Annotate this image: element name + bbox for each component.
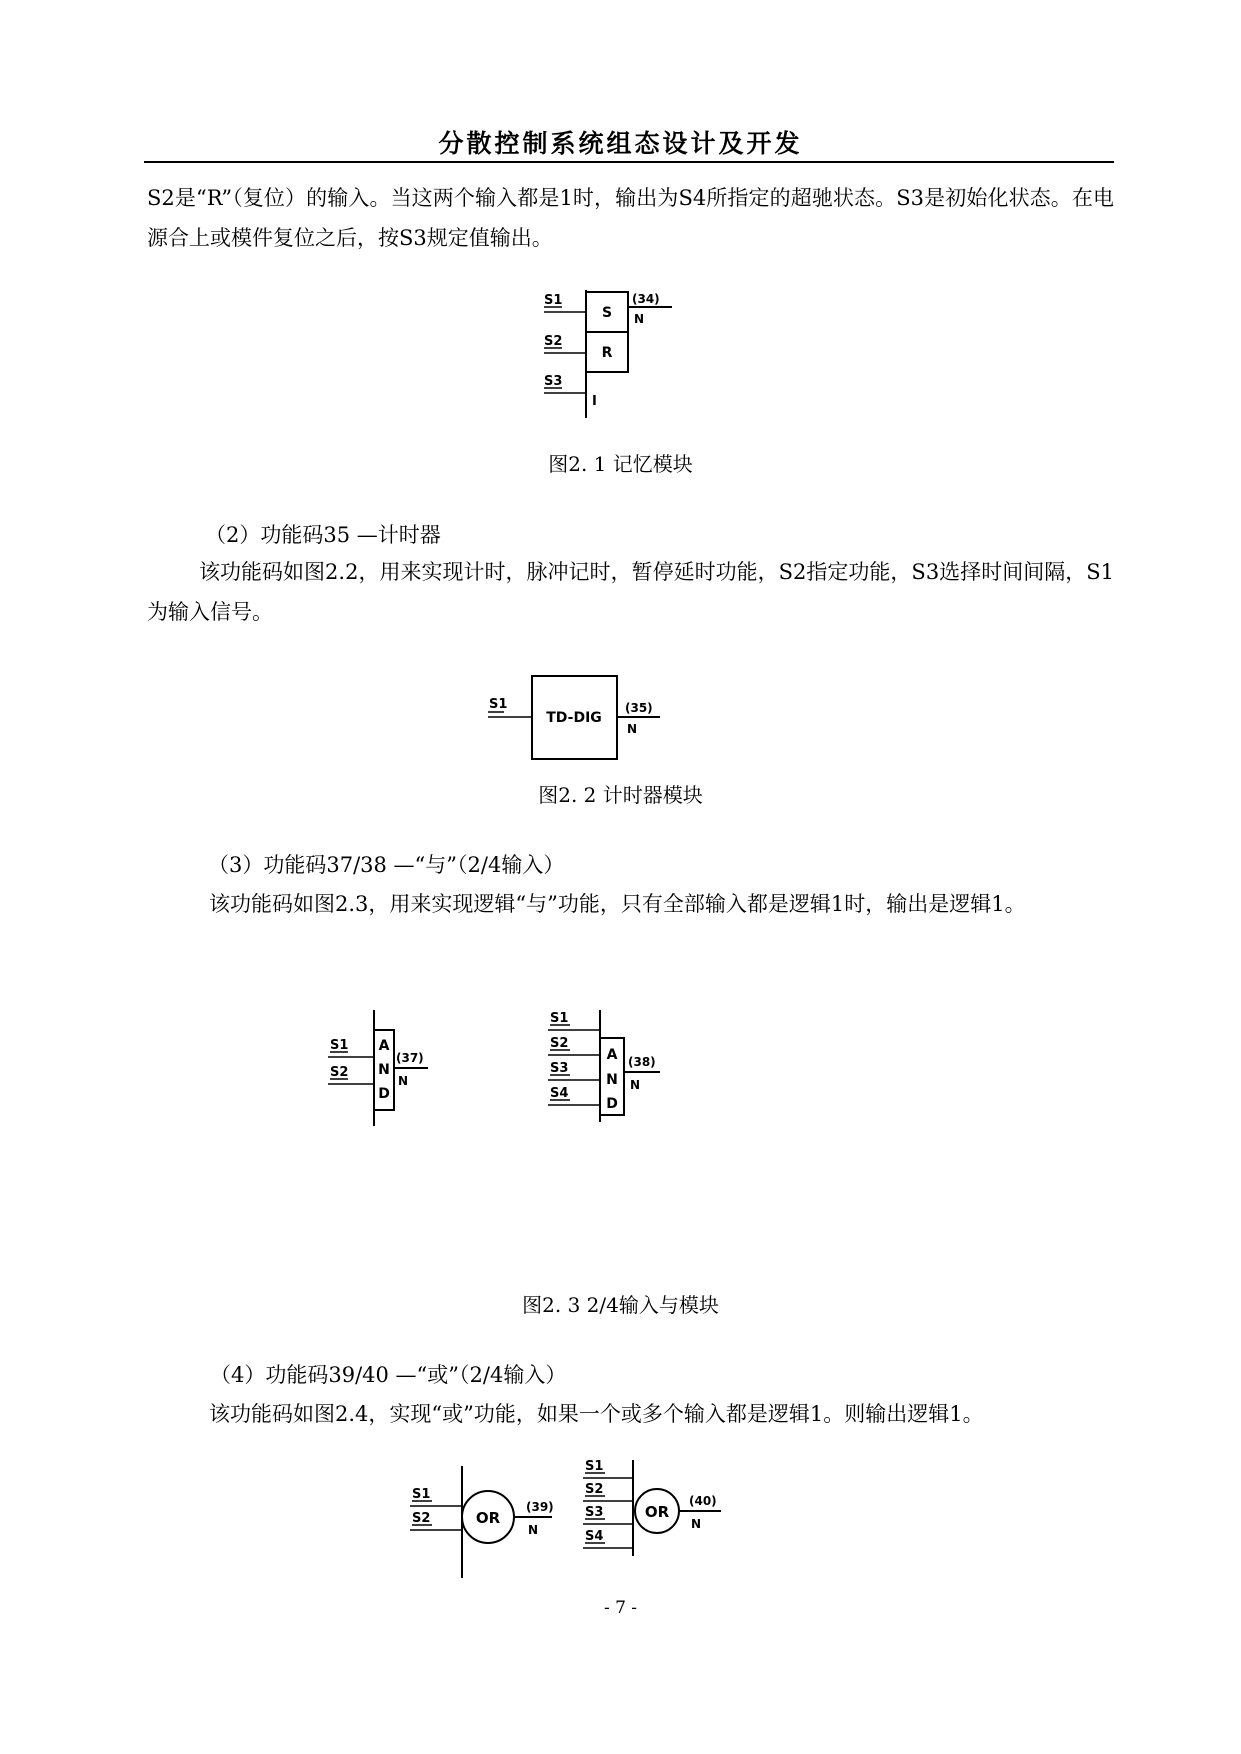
- fig3a-letter-a: A: [378, 1038, 390, 1054]
- fig1-input-s2: S2: [544, 334, 563, 349]
- section-heading-or: （4）功能码39/40 —“或”（2/4输入）: [210, 1363, 567, 1387]
- and4-module-diagram: [548, 1010, 678, 1130]
- header-rule: [144, 161, 1114, 163]
- fig1-code: (34): [632, 292, 660, 306]
- fig2-input-s1: S1: [489, 697, 508, 712]
- fig3a-out: N: [398, 1074, 409, 1088]
- fig3a-letter-n: N: [378, 1062, 390, 1078]
- fig4b-out: N: [691, 1517, 702, 1531]
- fig4a-out: N: [528, 1523, 539, 1537]
- section-heading-timer: （2）功能码35 —计时器: [205, 523, 441, 547]
- timer-module-diagram: [488, 674, 668, 764]
- fig1-input-s3: S3: [544, 374, 563, 389]
- fig3b-code: (38): [628, 1055, 656, 1069]
- and2-module-diagram: [328, 1010, 438, 1130]
- fig2-code: (35): [625, 701, 653, 715]
- paragraph-or-text: 该功能码如图2.4，实现“或”功能，如果一个或多个输入都是逻辑1。则输出逻辑1。: [209, 1402, 984, 1426]
- page-number: - 7 -: [603, 1598, 638, 1618]
- fig1-input-s1: S1: [544, 293, 563, 308]
- fig1-block-i: I: [592, 394, 597, 409]
- fig3b-input-s1: S1: [550, 1011, 569, 1026]
- running-header-title: 分散控制系统组态设计及开发: [438, 129, 803, 158]
- section-heading-and: （3）功能码37/38 —“与”（2/4输入）: [208, 853, 565, 877]
- fig4a-input-s1: S1: [412, 1487, 431, 1502]
- fig3a-input-s1: S1: [330, 1038, 349, 1053]
- memory-module-diagram: [530, 290, 700, 430]
- fig2-out: N: [627, 722, 638, 736]
- fig3b-out: N: [630, 1078, 641, 1092]
- fig3b-input-s2: S2: [550, 1036, 569, 1051]
- figure-2-2-caption: 图2. 2 计时器模块: [538, 783, 703, 807]
- figure-2-3-caption: 图2. 3 2/4输入与模块: [522, 1293, 719, 1317]
- fig1-block-s: S: [601, 305, 613, 321]
- fig4a-code: (39): [526, 1500, 554, 1514]
- fig4b-input-s2: S2: [585, 1482, 604, 1497]
- paragraph-timer-text: 该功能码如图2.2，用来实现计时，脉冲记时，暂停延时功能，S2指定功能，S3选择时间间隔，S1为输入信号。: [147, 560, 1114, 624]
- paragraph-and-text: 该功能码如图2.3，用来实现逻辑“与”功能，只有全部输入都是逻辑1时，输出是逻辑1。: [209, 892, 1026, 916]
- fig4b-code: (40): [689, 1494, 717, 1508]
- fig4b-input-s3: S3: [585, 1505, 604, 1520]
- fig1-out: N: [634, 312, 645, 326]
- fig3b-input-s4: S4: [550, 1086, 569, 1101]
- paragraph-timer-description: [147, 552, 1114, 632]
- fig4b-block: OR: [644, 1503, 670, 1521]
- fig3a-code: (37): [396, 1051, 424, 1065]
- paragraph-memory-module-description: S2是“R”（复位）的输入。当这两个输入都是1时，输出为S4所指定的超驰状态。S3是初始化状态。在电源合上或模件复位之后，按S3规定值输出。: [147, 186, 1114, 250]
- or2-module-diagram: [410, 1466, 570, 1586]
- fig1-block-r: R: [601, 345, 613, 361]
- fig3b-letter-n: N: [606, 1072, 618, 1088]
- fig4a-input-s2: S2: [412, 1511, 431, 1526]
- fig3a-input-s2: S2: [330, 1065, 349, 1080]
- paragraph-or-description: [147, 1394, 1114, 1434]
- fig4b-input-s1: S1: [585, 1459, 604, 1474]
- fig4a-block: OR: [475, 1509, 501, 1527]
- or4-module-diagram: [583, 1460, 743, 1580]
- fig3b-input-s3: S3: [550, 1061, 569, 1076]
- fig3b-letter-a: A: [606, 1047, 618, 1063]
- fig3b-letter-d: D: [606, 1096, 618, 1112]
- fig3a-letter-d: D: [378, 1086, 390, 1102]
- figure-2-1-caption: 图2. 1 记忆模块: [548, 452, 693, 476]
- paragraph-and-description: [147, 884, 1114, 924]
- fig2-block: TD-DIG: [546, 710, 602, 726]
- fig4b-input-s4: S4: [585, 1529, 604, 1544]
